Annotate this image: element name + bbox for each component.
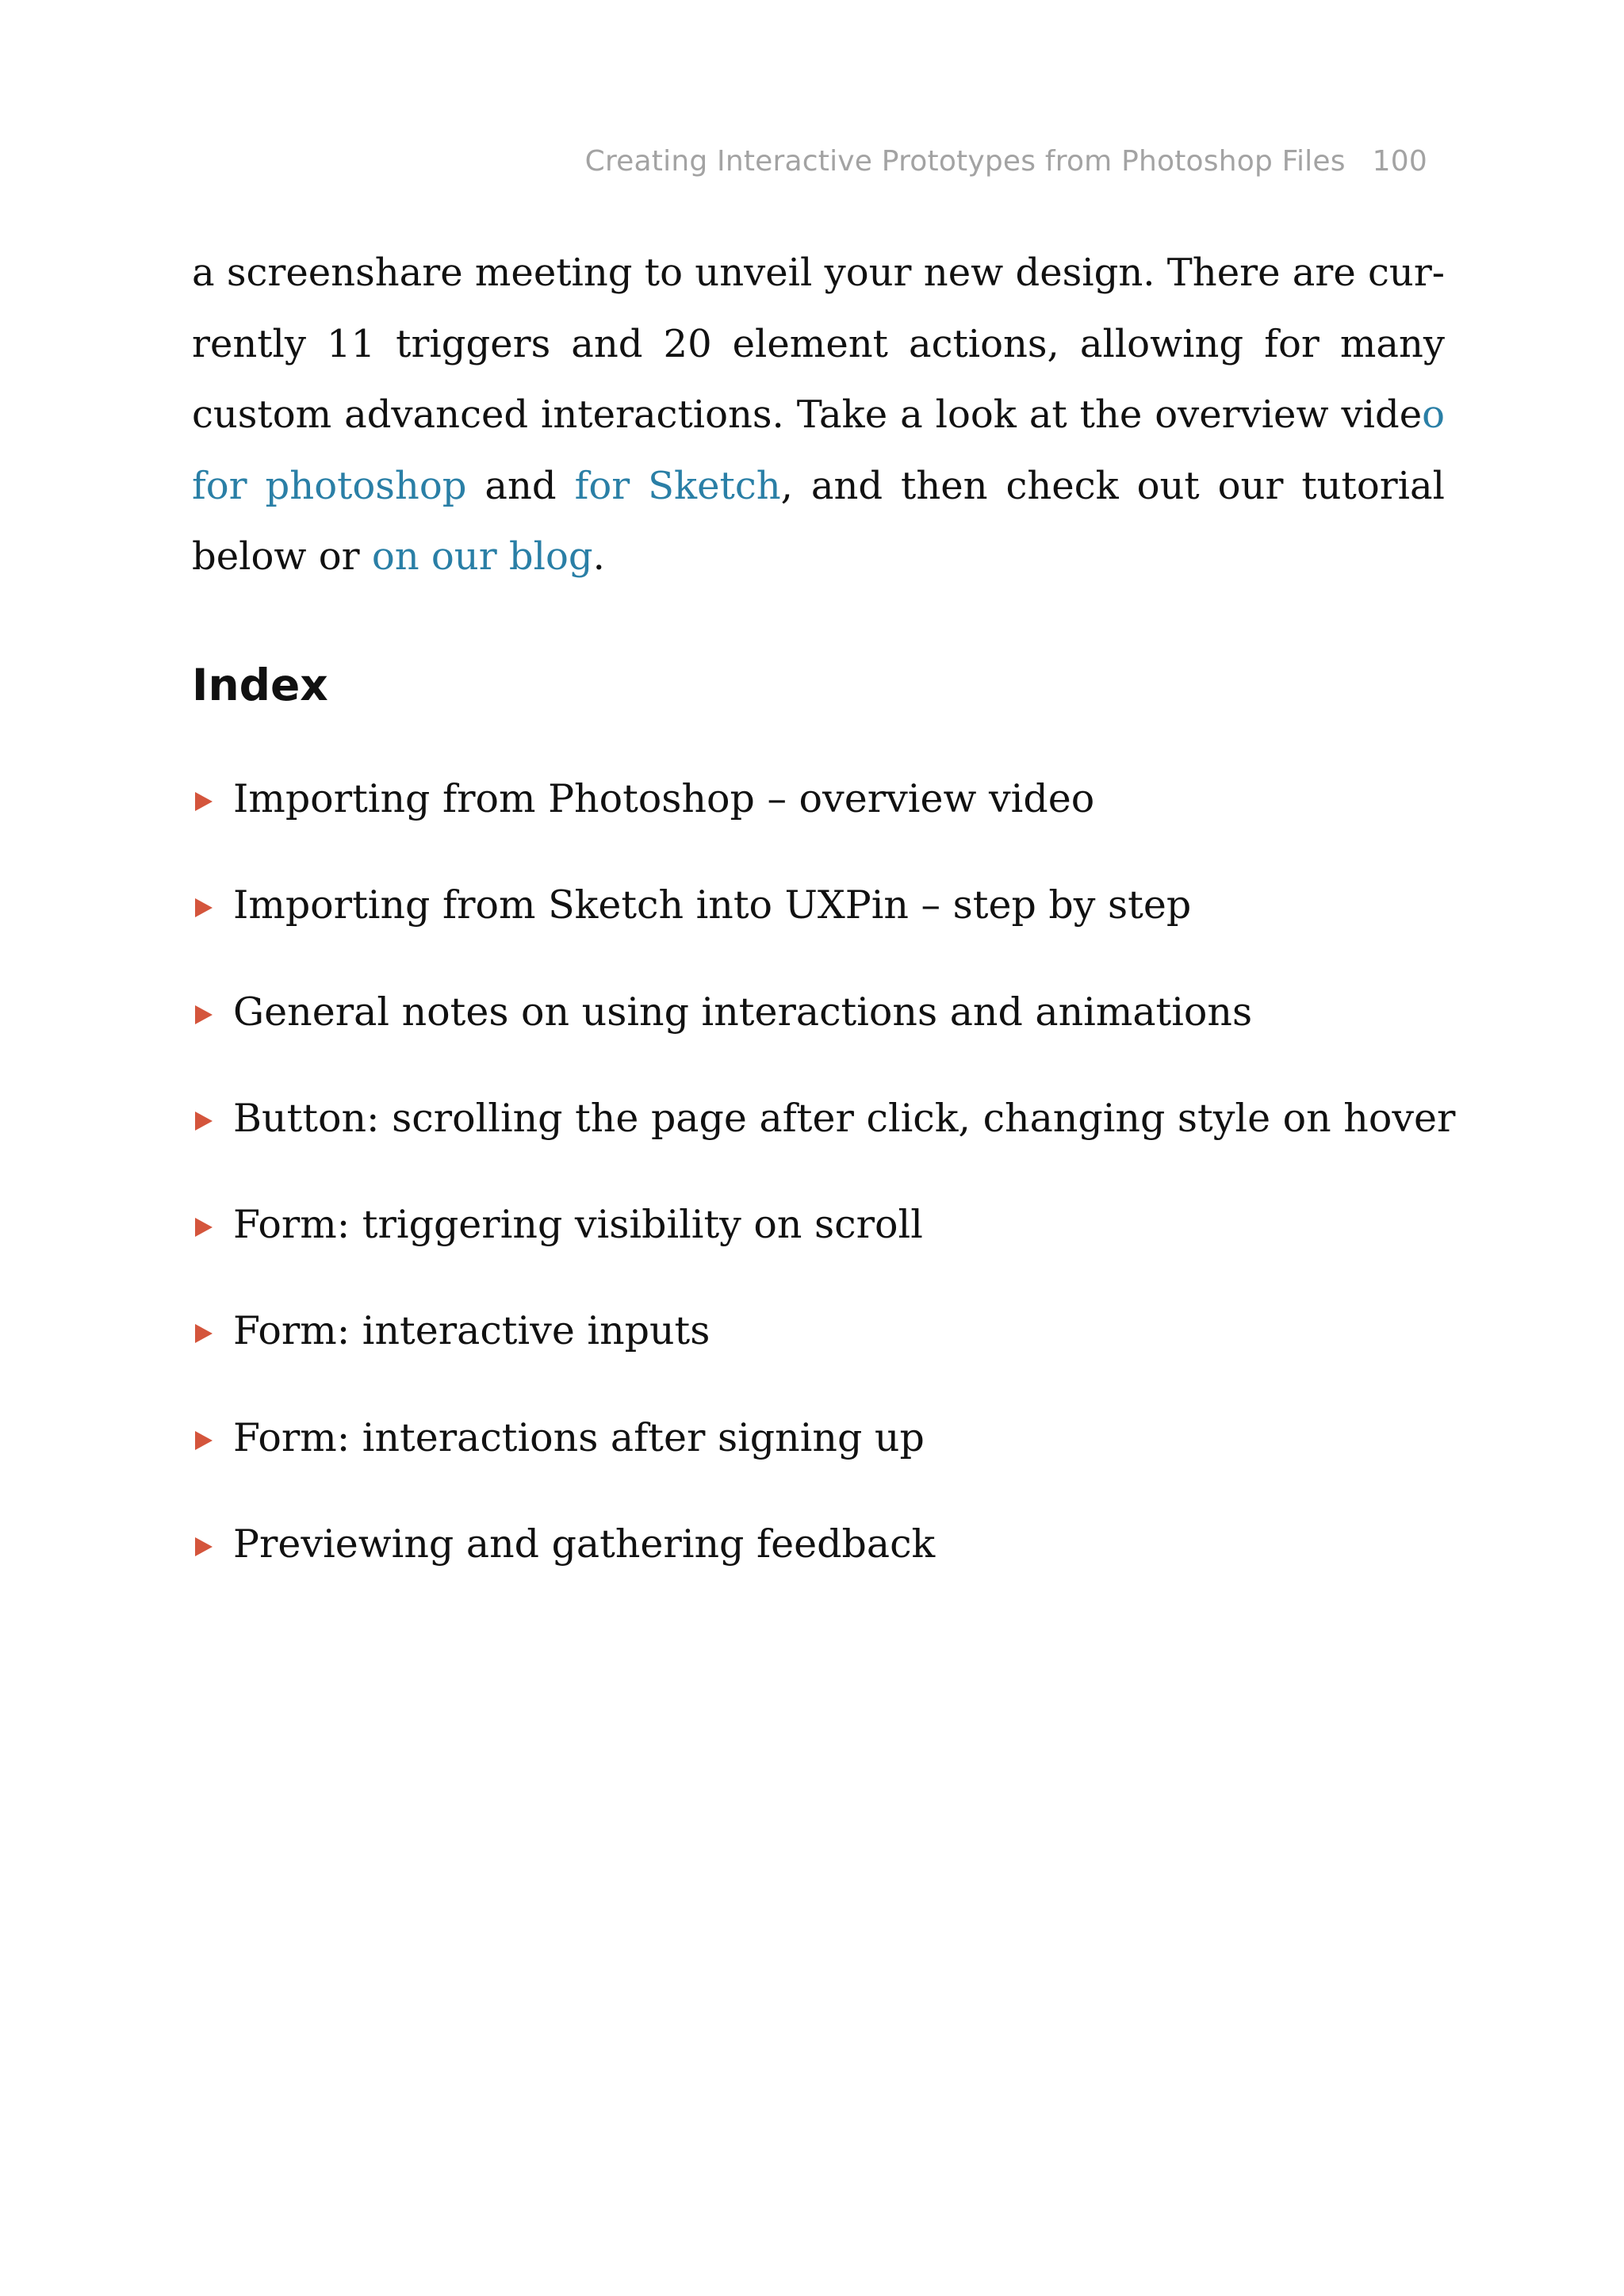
index-item[interactable] (192, 769, 1477, 875)
index-item[interactable] (192, 1089, 1477, 1195)
running-header (585, 145, 1427, 178)
triangle-bullet-icon (195, 1431, 213, 1450)
index-item[interactable] (192, 1301, 1477, 1407)
photoshop-video-link[interactable]: o for photoshop (192, 392, 1445, 508)
index-item-label: General notes on using interactions and animations (233, 989, 1253, 1035)
index-item[interactable] (192, 1195, 1477, 1301)
sketch-video-link[interactable]: for Sketch (574, 463, 781, 508)
body-text-3: , and then check out our tutorial below or (192, 463, 1446, 579)
index-item-label: Previewing and gathering feedback (233, 1521, 936, 1567)
index-item-label: Button: scrolling the page after click, changing style on hover (233, 1095, 1456, 1141)
triangle-bullet-icon (195, 792, 213, 811)
index-item-label: Importing from Sketch into UXPin – step by step (233, 882, 1192, 928)
index-heading: Index (192, 660, 328, 710)
triangle-bullet-icon (195, 1218, 213, 1237)
triangle-bullet-icon (195, 1005, 213, 1024)
body-paragraph (192, 238, 1445, 593)
index-item-label: Importing from Photoshop – overview video (233, 776, 1095, 821)
index-item[interactable] (192, 875, 1477, 982)
blog-link[interactable]: on our blog (371, 534, 593, 579)
triangle-bullet-icon (195, 898, 213, 917)
triangle-bullet-icon (195, 1112, 213, 1131)
triangle-bullet-icon (195, 1324, 213, 1343)
body-text-4: . (592, 534, 605, 579)
index-item[interactable] (192, 1408, 1477, 1514)
body-text-1: a screenshare meeting to unveil your new design. There are currently 11 triggers and 20 element actions, allowing for many custom advanced interactions. Take a look at the overview vide (192, 251, 1445, 437)
index-item[interactable] (192, 982, 1477, 1089)
index-item-label: Form: triggering visibility on scroll (233, 1202, 923, 1248)
index-item-label: Form: interactions after signing up (233, 1414, 925, 1460)
chapter-title: Creating Interactive Prototypes from Photoshop Files (584, 145, 1346, 178)
page-number: 100 (1372, 145, 1427, 178)
index-item-label: Form: interactive inputs (233, 1308, 710, 1354)
triangle-bullet-icon (195, 1537, 213, 1556)
index-list (192, 769, 1477, 1621)
body-text-2: and (466, 463, 575, 508)
index-item[interactable] (192, 1514, 1477, 1621)
